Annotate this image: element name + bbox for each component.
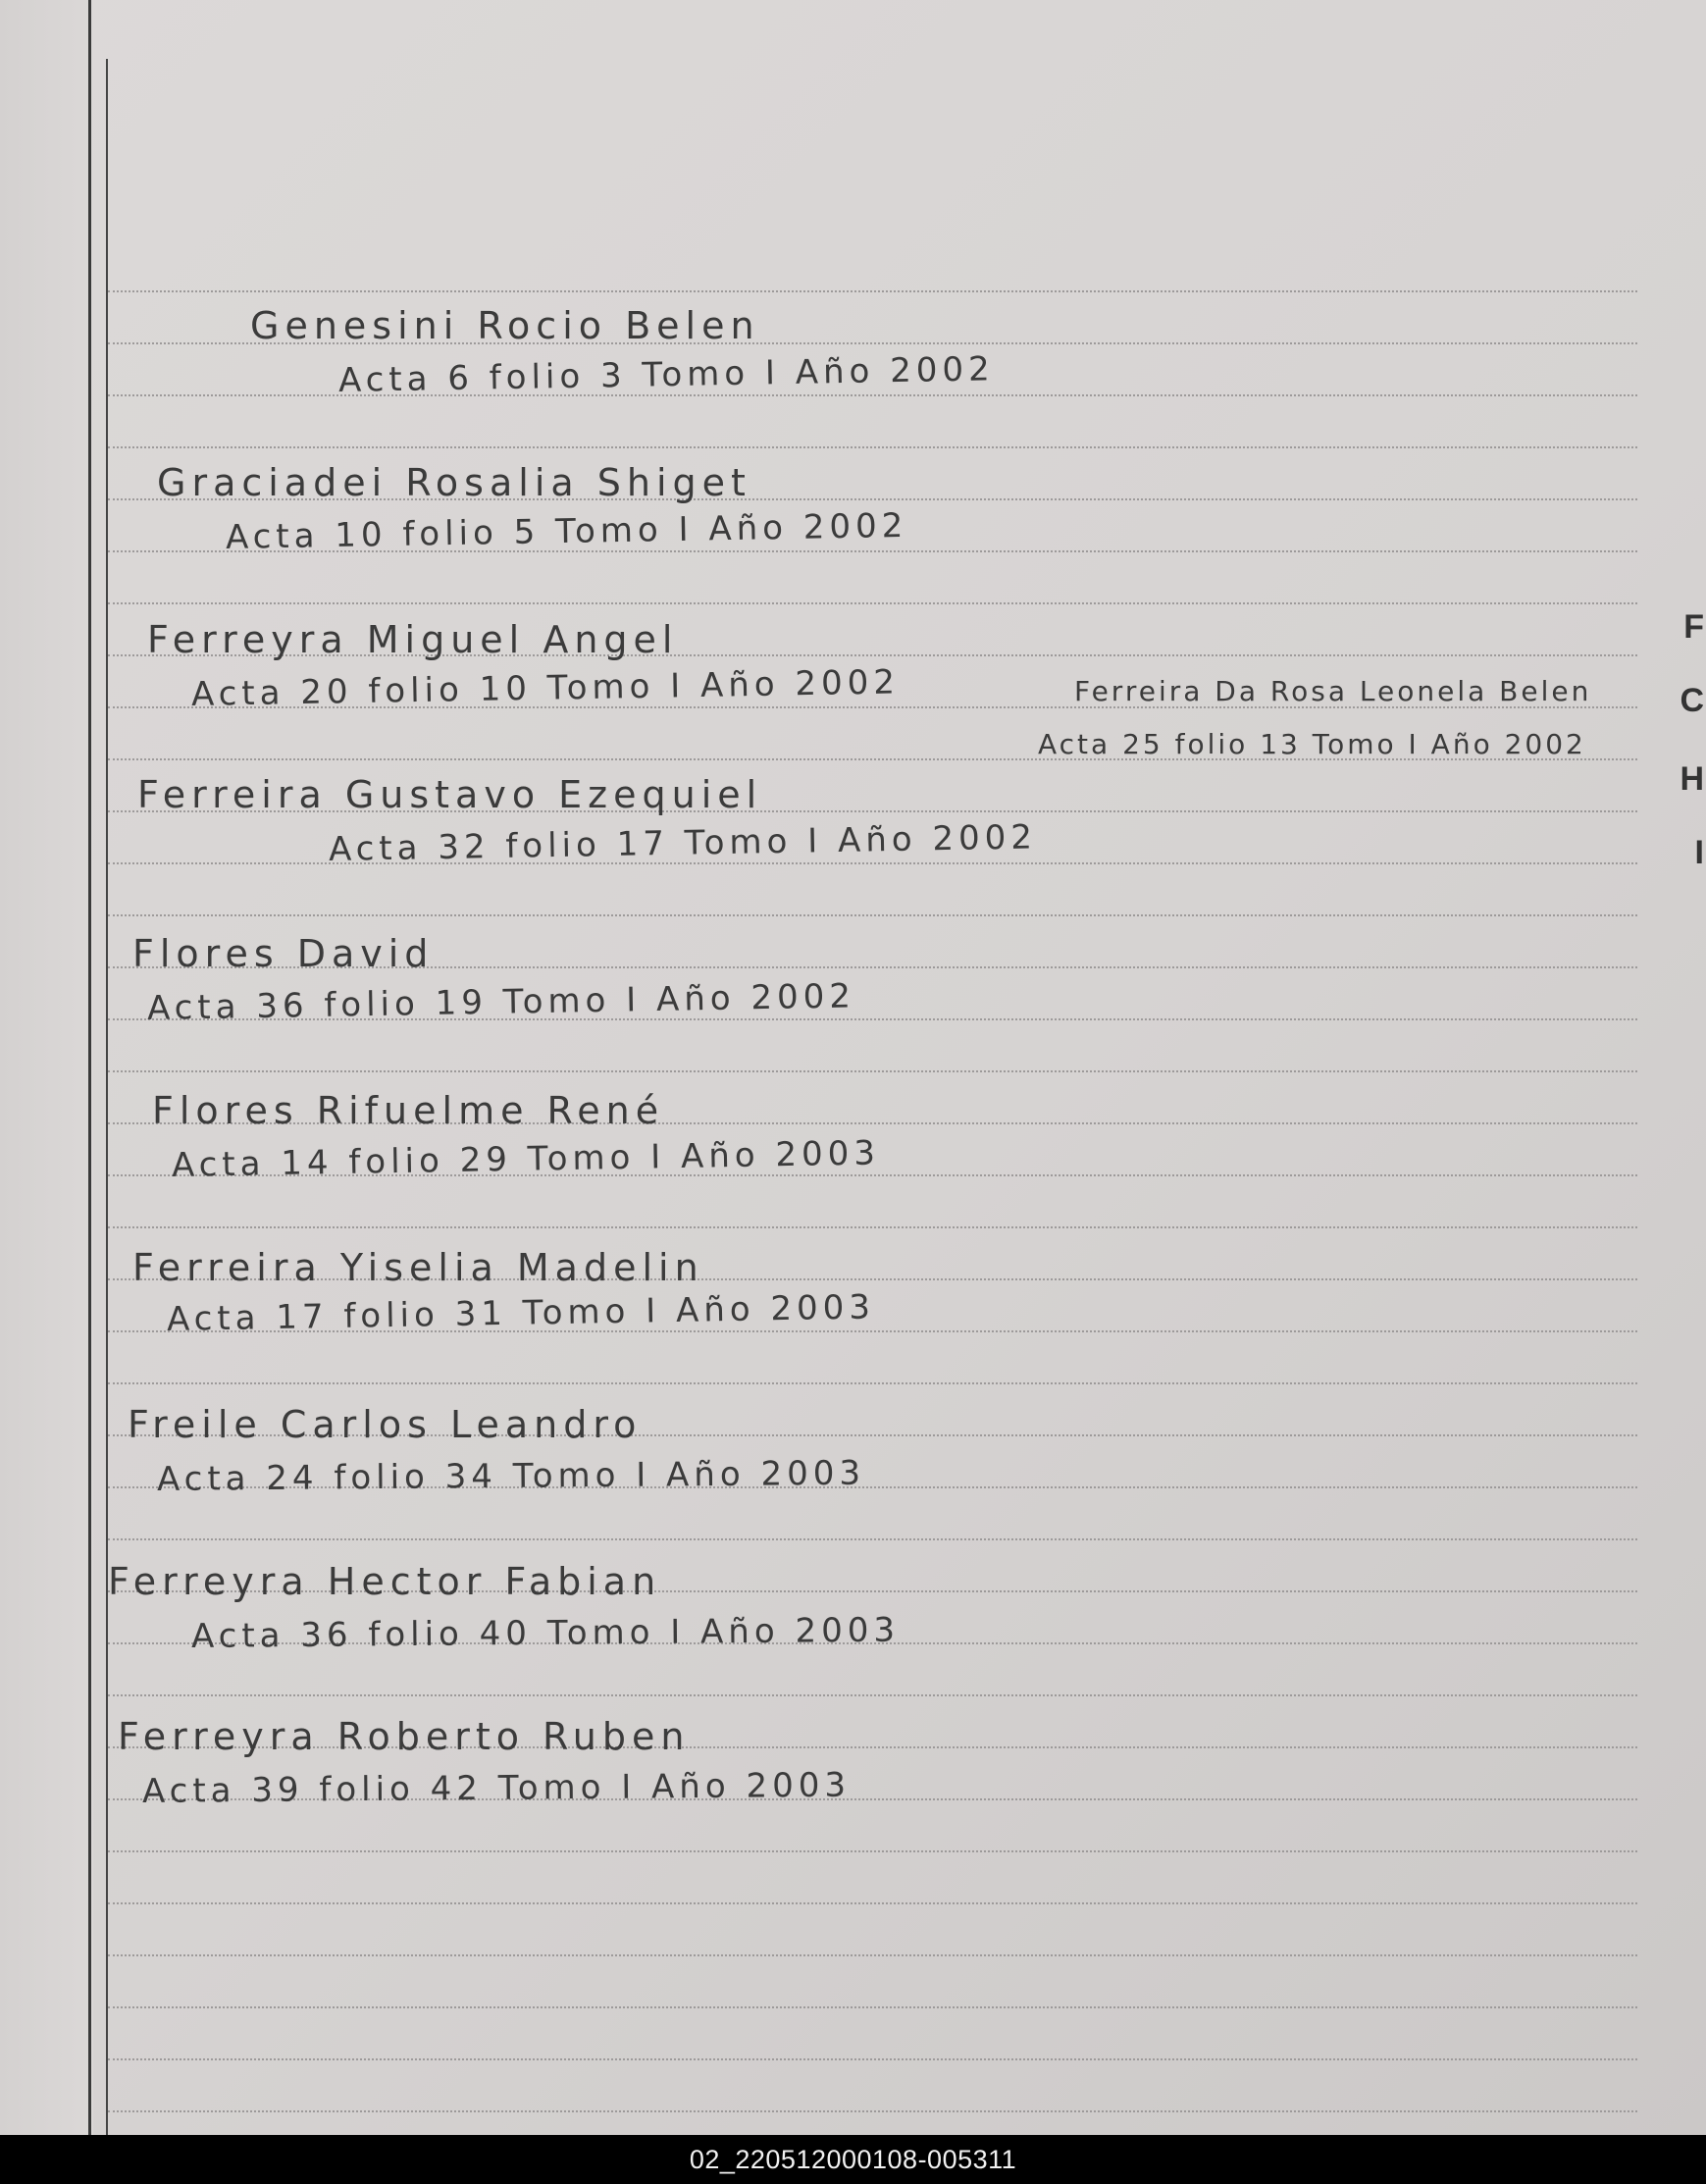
entry-record: Acta 20 folio 10 Tomo I Año 2002 [190, 662, 901, 714]
ruled-line [108, 1382, 1637, 1384]
entry-record: Acta 39 folio 42 Tomo I Año 2003 [141, 1765, 852, 1811]
ruled-line [108, 1226, 1637, 1228]
edge-letter: C [1680, 682, 1704, 719]
ruled-line [108, 2110, 1637, 2112]
edge-letter: I [1694, 834, 1704, 871]
entry-name: Ferreyra Roberto Ruben [118, 1715, 691, 1758]
edge-letter: H [1680, 760, 1704, 798]
entry-name: Flores Rifuelme René [152, 1089, 665, 1132]
entry-record: Acta 25 folio 13 Tomo I Año 2002 [1038, 728, 1586, 760]
entry-name: Freile Carlos Leandro [128, 1403, 643, 1446]
ruled-line [108, 2058, 1637, 2060]
entry-record: Acta 14 folio 29 Tomo I Año 2003 [171, 1133, 881, 1185]
ruled-line [108, 446, 1637, 448]
edge-letter: F [1683, 608, 1704, 646]
entry-record: Acta 32 folio 17 Tomo I Año 2002 [328, 817, 1038, 869]
entry-record: Acta 36 folio 19 Tomo I Año 2002 [146, 976, 856, 1028]
entry-name: Ferreyra Miguel Angel [147, 618, 679, 661]
image-id-label: 02_220512000108-005311 [689, 2144, 1017, 2174]
ruled-line [108, 1694, 1637, 1696]
ruled-line [108, 1902, 1637, 1904]
ruled-line [108, 602, 1637, 604]
entry-record: Acta 17 folio 31 Tomo I Año 2003 [166, 1287, 876, 1339]
entry-name: Genesini Rocio Belen [250, 304, 760, 347]
entry-name: Graciadei Rosalia Shiget [157, 461, 751, 504]
ruled-line [108, 1954, 1637, 1956]
margin-line [88, 0, 91, 2135]
entry-record: Acta 6 folio 3 Tomo I Año 2002 [337, 349, 996, 400]
entry-name: Ferreira Gustavo Ezequiel [137, 773, 763, 816]
ruled-line [108, 1070, 1637, 1072]
entry-name: Ferreira Yiselia Madelin [132, 1246, 704, 1289]
ruled-line [108, 914, 1637, 916]
entry-record: Acta 36 folio 40 Tomo I Año 2003 [190, 1610, 901, 1656]
entry-record: Acta 10 folio 5 Tomo I Año 2002 [225, 505, 908, 557]
facing-page-edge-letters [1680, 589, 1706, 883]
entry-name: Ferreira Da Rosa Leonela Belen [1074, 675, 1592, 707]
entry-name: Ferreyra Hector Fabian [108, 1560, 662, 1603]
ruled-line [108, 1538, 1637, 1540]
entry-name: Flores David [132, 932, 435, 975]
ruled-line [108, 1850, 1637, 1852]
image-id-bar [0, 2135, 1706, 2184]
ruled-line [108, 2006, 1637, 2008]
ruled-line [108, 290, 1637, 292]
page-left-margin [0, 0, 93, 2135]
entry-record: Acta 24 folio 34 Tomo I Año 2003 [156, 1453, 866, 1499]
ruled-line [108, 394, 1637, 396]
